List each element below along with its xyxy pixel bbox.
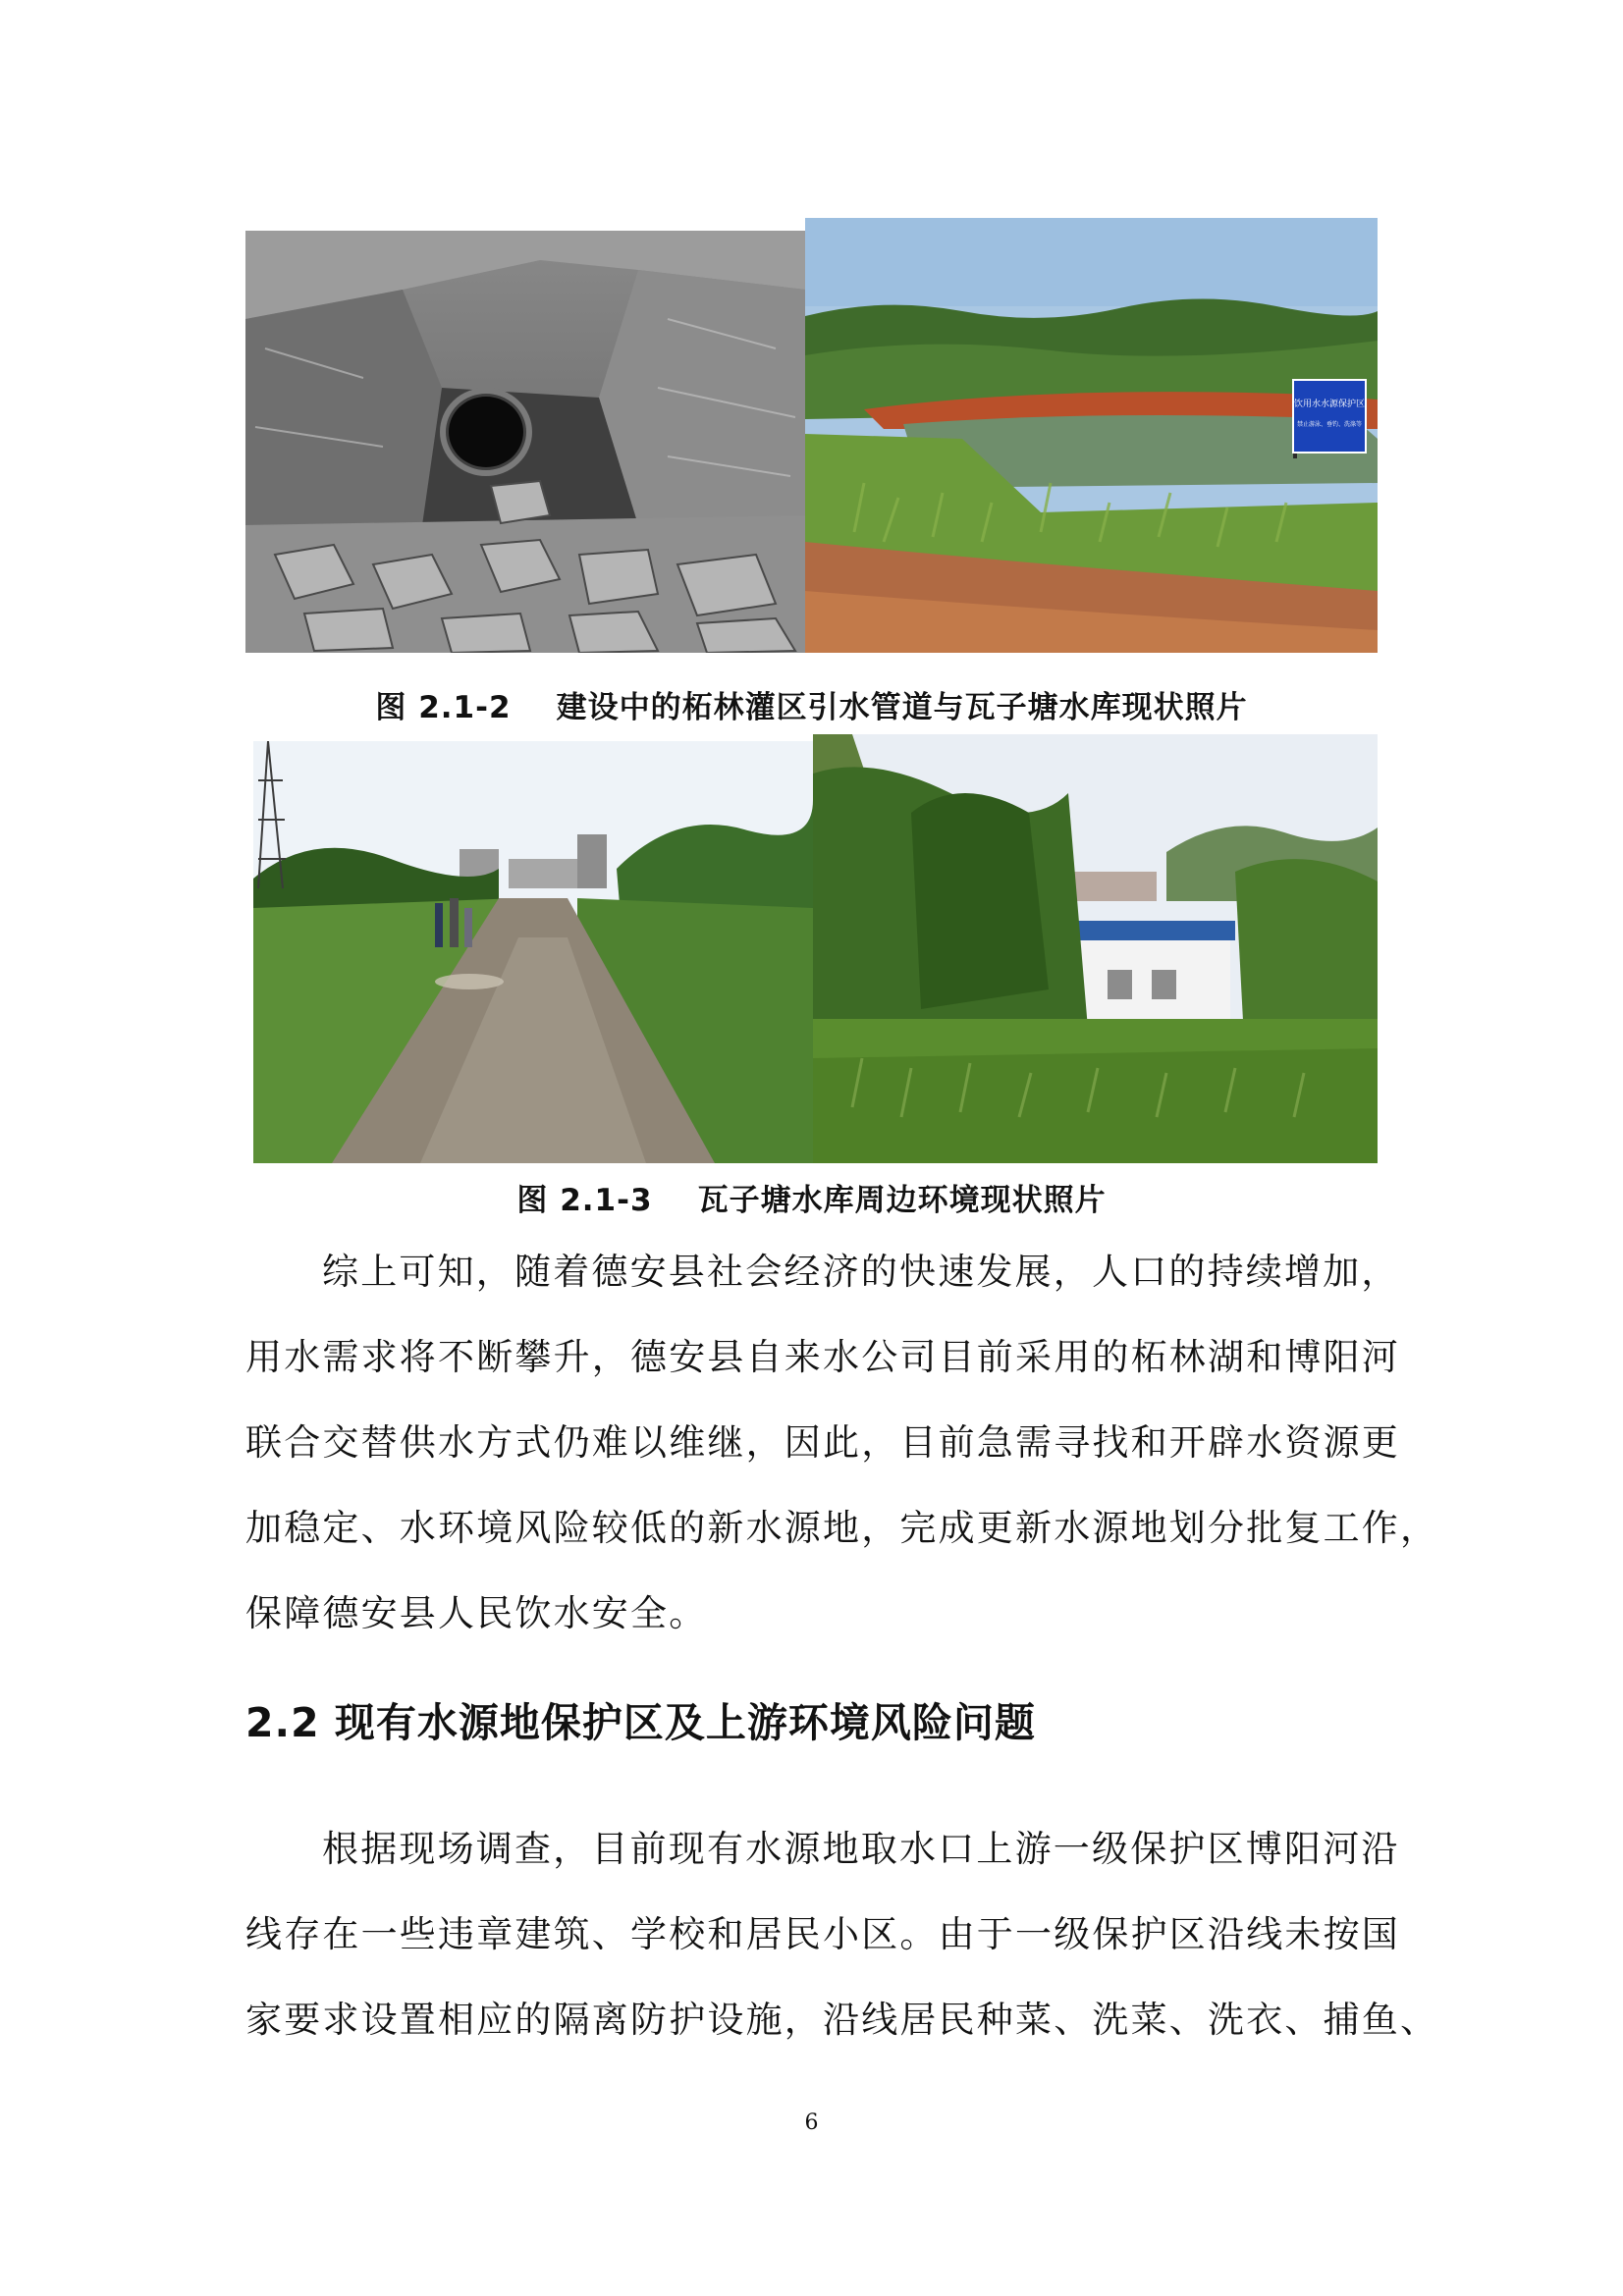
sign-subtitle: 禁止游泳、垂钓、洗涤等 bbox=[1296, 421, 1363, 428]
section-heading: 2.2 现有水源地保护区及上游环境风险问题 bbox=[245, 1699, 1036, 1746]
sign-title: 饮用水水源保护区 bbox=[1293, 400, 1366, 409]
figure-caption bbox=[0, 682, 1623, 726]
figure-number: 图 2.1-2 bbox=[375, 690, 512, 725]
paragraph-line: 根据现场调查，目前现有水源地取水口上游一级保护区博阳河沿 bbox=[322, 1828, 1400, 1870]
protection-sign bbox=[1293, 380, 1366, 453]
paragraph-line: 综上可知，随着德安县社会经济的快速发展，人口的持续增加， bbox=[322, 1251, 1400, 1293]
paragraph-line: 加稳定、水环境风险较低的新水源地，完成更新水源地划分批复工作， bbox=[245, 1507, 1439, 1549]
figure-number: 图 2.1-3 bbox=[516, 1183, 653, 1218]
paragraph-line: 保障德安县人民饮水安全。 bbox=[245, 1592, 708, 1634]
figure-caption bbox=[0, 1175, 1623, 1219]
paragraph-line: 用水需求将不断攀升，德安县自来水公司目前采用的柘林湖和博阳河 bbox=[245, 1336, 1400, 1378]
reservoir-photo bbox=[805, 218, 1378, 653]
page-number: 6 bbox=[804, 2110, 819, 2135]
figure-title: 建设中的柘林灌区引水管道与瓦子塘水库现状照片 bbox=[556, 690, 1248, 725]
paragraph-line: 家要求设置相应的隔离防护设施，沿线居民种菜、洗菜、洗衣、捕鱼、 bbox=[245, 1999, 1439, 2041]
building-and-trees-photo bbox=[813, 734, 1378, 1163]
figure-title: 瓦子塘水库周边环境现状照片 bbox=[697, 1183, 1107, 1218]
paragraph-line: 线存在一些违章建筑、学校和居民小区。由于一级保护区沿线未按国 bbox=[245, 1913, 1400, 1955]
dirt-road-photo bbox=[253, 741, 813, 1163]
pipe-construction-photo bbox=[245, 231, 805, 653]
paragraph-line: 联合交替供水方式仍难以维继，因此，目前急需寻找和开辟水资源更 bbox=[245, 1421, 1400, 1464]
body-paragraph bbox=[245, 1806, 1439, 2062]
body-paragraph bbox=[245, 1229, 1439, 1656]
